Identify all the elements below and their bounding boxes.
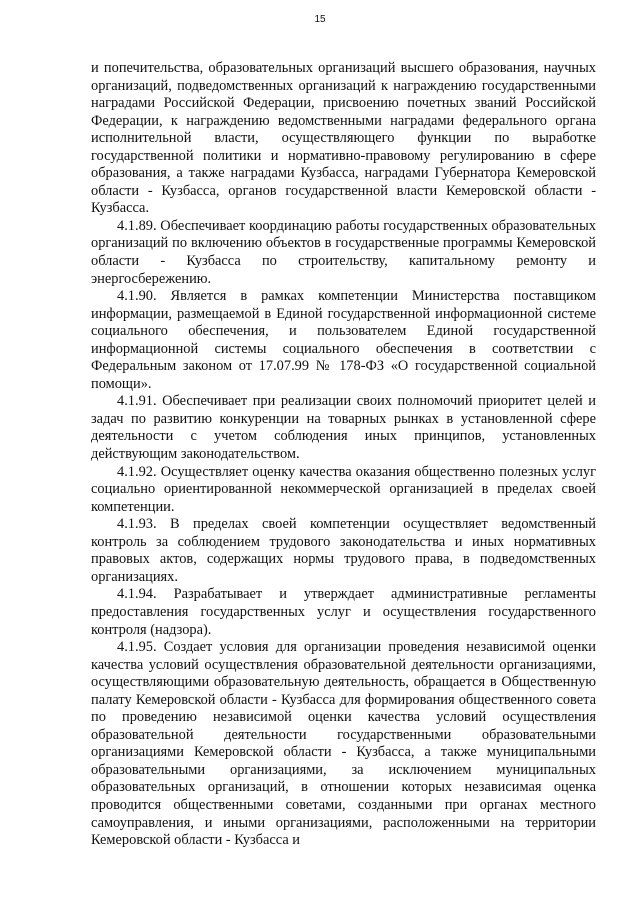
page-number: 15 [314, 14, 326, 25]
paragraph-continuation: и попечительства, образовательных организаций высшего образования, научных организаций, подведомственных организаций к награждению государственными наградами Российской Федерации, присвоению почетных званий Российской Федерации, к награждению ведомственными наградами федерального органа исполнительной власти, осуществляющего функции по выработке государственной политики и нормативно-правовому регулированию в сфере образования, а также наградами Кузбасса, наградами Губернатора Кемеровской области - Кузбасса, органов государственной власти Кемеровской области - Кузбасса. [91, 60, 596, 217]
document-body [91, 60, 596, 850]
paragraph-4-1-91: 4.1.91. Обеспечивает при реализации своих полномочий приоритет целей и задач по развитию конкуренции на товарных рынках в установленной сфере деятельности с учетом соблюдения иных принципов, установленных действующим законодательством. [91, 393, 596, 463]
paragraph-4-1-94: 4.1.94. Разрабатывает и утверждает административные регламенты предоставления государственных услуг и осуществления государственного контроля (надзора). [91, 586, 596, 638]
paragraph-4-1-92: 4.1.92. Осуществляет оценку качества оказания общественно полезных услуг социально ориентированной некоммерческой организацией в пределах своей компетенции. [91, 463, 596, 515]
paragraph-4-1-90: 4.1.90. Является в рамках компетенции Министерства поставщиком информации, размещаемой в Единой государственной информационной системе социального обеспечения, и пользователем Единой государственной информационной системы социального обеспечения в соответствии с Федеральным законом от 17.07.99 № 178-ФЗ «О государственной социальной помощи». [91, 288, 596, 392]
paragraph-4-1-95: 4.1.95. Создает условия для организации проведения независимой оценки качества условий осуществления образовательной деятельности организациями, осуществляющими образовательную деятельность, обращается в Общественную палату Кемеровской области - Кузбасса для формирования общественного совета по проведению независимой оценки качества условий осуществления образовательной деятельности государственными образовательными организациями Кемеровской области - Кузбасса, а также муниципальными образовательными организациями, за исключением муниципальных образовательных организаций, в отношении которых независимая оценка проводится общественными советами, созданными при органах местного самоуправления, и иными организациями, расположенными на территории Кемеровской области - Кузбасса и [91, 639, 596, 849]
paragraph-4-1-89: 4.1.89. Обеспечивает координацию работы государственных образовательных организаций по включению объектов в государственные программы Кемеровской области - Кузбасса по строительству, капитальному ремонту и энергосбережению. [91, 217, 596, 287]
paragraph-4-1-93: 4.1.93. В пределах своей компетенции осуществляет ведомственный контроль за соблюдением трудового законодательства и иных нормативных правовых актов, содержащих нормы трудового права, в подведомственных организациях. [91, 516, 596, 585]
